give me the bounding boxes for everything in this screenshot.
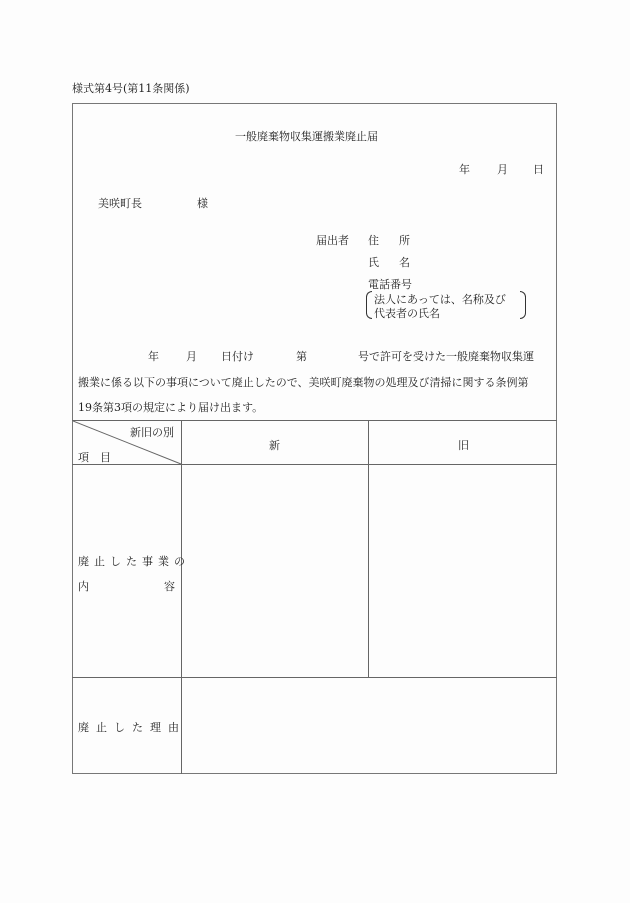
body-day-suffix: 日付け — [221, 350, 254, 363]
corporate-note-line-2: 代表者の氏名 — [374, 307, 440, 320]
form-title: 一般廃棄物収集運搬業廃止届 — [235, 130, 378, 143]
header-diag-bottom: 項 目 — [78, 451, 111, 464]
header-new: 新 — [269, 439, 280, 452]
body-line-1-rest: 号で許可を受けた一般廃棄物収集運 — [358, 350, 534, 363]
name-label-1: 氏 — [368, 256, 379, 269]
left-bracket-icon — [366, 291, 372, 319]
applicant-label: 届出者 — [316, 234, 349, 247]
phone-label: 電話番号 — [368, 278, 412, 291]
date-day-label: 日 — [533, 163, 544, 176]
addressee-name: 美咲町長 — [98, 197, 142, 210]
date-year-label: 年 — [459, 163, 470, 176]
corporate-note — [366, 291, 526, 319]
row-1-label-line-1: 廃止した事業の — [78, 555, 190, 568]
address-label-2: 所 — [399, 234, 410, 247]
address-label-1: 住 — [368, 234, 379, 247]
body-no-prefix: 第 — [296, 350, 307, 363]
form-number-label: 様式第4号(第11条関係) — [72, 82, 190, 95]
row-1-label-line-2-left: 内 — [78, 580, 89, 593]
body-line-2: 搬業に係る以下の事項について廃止したので、美咲町廃棄物の処理及び清掃に関する条例第 — [78, 376, 529, 389]
name-label-2: 名 — [399, 256, 410, 269]
body-line-3: 19条第3項の規定により届け出ます。 — [78, 401, 264, 414]
corporate-note-line-1: 法人にあっては、名称及び — [374, 293, 506, 306]
header-diag-top: 新旧の別 — [130, 426, 174, 439]
row-1-new-cell[interactable] — [182, 465, 368, 677]
body-year: 年 — [148, 350, 159, 363]
row-2-value-cell[interactable] — [182, 678, 557, 774]
header-old: 旧 — [458, 439, 469, 452]
addressee-honorific: 様 — [197, 197, 208, 210]
row-1-label-line-2-right: 容 — [164, 580, 175, 593]
right-bracket-icon — [520, 291, 526, 319]
row-1-old-cell[interactable] — [369, 465, 557, 677]
row-2-label: 廃止した理由 — [78, 721, 186, 734]
date-month-label: 月 — [497, 163, 508, 176]
body-month: 月 — [186, 350, 197, 363]
